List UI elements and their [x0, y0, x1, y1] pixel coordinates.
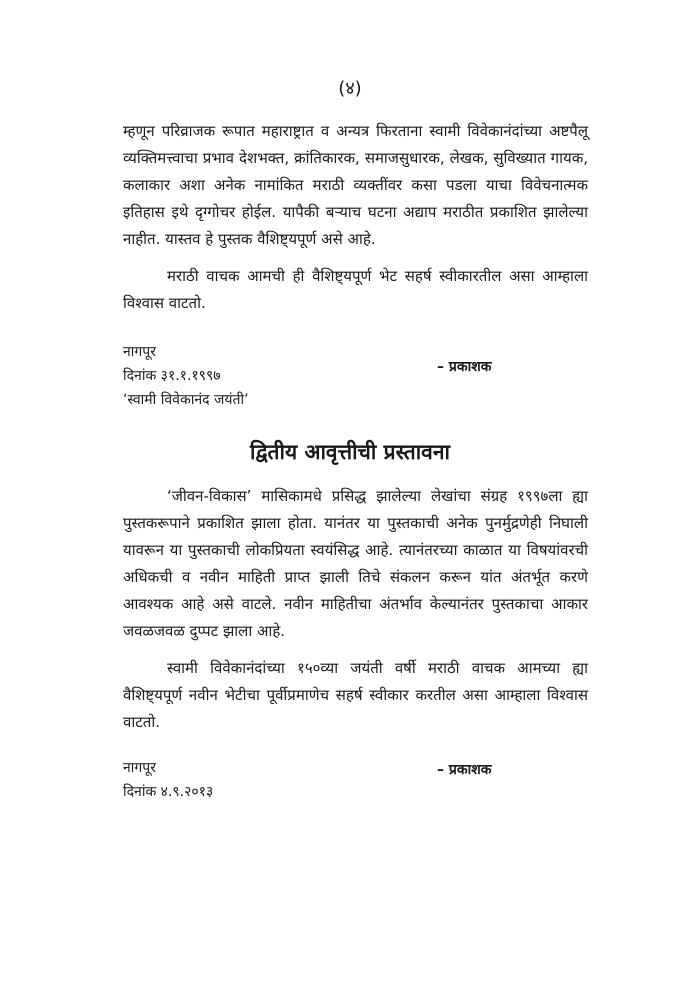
second-edition-place: नागपूर [123, 760, 156, 776]
foreword-place: नागपूर [123, 344, 156, 360]
foreword-paragraph-1: म्हणून परिव्राजक रूपात महाराष्ट्रात व अन्यत्र फिरताना स्वामी विवेकानंदांच्या अष्टपैलू व्यक्तिमत्त्वाचा प्रभाव देशभक्त, क्रांतिकारक, समाजसुधारक, लेखक, सुविख्यात गायक, कलाकार अशा अनेक नामांकित मराठी व्यक्तींवर कसा पडला याचा विवेचनात्मक इतिहास इथे दृग्गोचर होईल. यापैकी बऱ्याच घटना अद्याप मराठीत प्रकाशित झालेल्या नाहीत. यास्तव हे पुस्तक वैशिष्ट्यपूर्ण असे आहे. [123, 122, 588, 248]
second-edition-date: दिनांक ४.९.२०१३ [123, 784, 214, 800]
second-edition-paragraph-2: स्वामी विवेकानंदांच्या १५०व्या जयंती वर्षी मराठी वाचक आमच्या ह्या वैशिष्ट्यपूर्ण नवीन भेटीचा पूर्वीप्रमाणेच सहर्ष स्वीकार करतील असा आम्हाला विश्वास वाटतो. [123, 659, 588, 731]
page-number: (४) [338, 78, 362, 99]
foreword-occasion: ‘स्वामी विवेकानंद जयंती’ [123, 392, 249, 408]
foreword-signature-block [123, 340, 249, 412]
second-edition-paragraph-1: ‘जीवन-विकास’ मासिकामधे प्रसिद्ध झालेल्या लेखांचा संग्रह १९९७ला ह्या पुस्तकरूपाने प्रकाशित झाला होता. यानंतर या पुस्तकाची अनेक पुनर्मुद्रणेही निघाली यावरून या पुस्तकाची लोकप्रियता स्वयंसिद्ध आहे. त्यानंतरच्या काळात या विषयांवरची अधिकची व नवीन माहिती प्राप्त झाली तिचे संकलन करून यांत अंतर्भूत करणे आवश्यक आहे असे वाटले. नवीन माहितीचा अंतर्भाव केल्यानंतर पुस्तकाचा आकार जवळजवळ दुप्पट झाला आहे. [123, 487, 588, 640]
section-heading: द्वितीय आवृत्तीची प्रस्तावना [250, 440, 450, 464]
foreword-date: दिनांक ३१.१.१९९७ [123, 368, 221, 384]
foreword-publisher: – प्रकाशक [437, 359, 492, 375]
second-edition-signature-block [123, 756, 213, 804]
foreword-paragraph-2: मराठी वाचक आमची ही वैशिष्ट्यपूर्ण भेट सहर्ष स्वीकारतील असा आम्हाला विश्वास वाटतो. [123, 267, 588, 312]
second-edition-publisher: – प्रकाशक [437, 762, 492, 778]
